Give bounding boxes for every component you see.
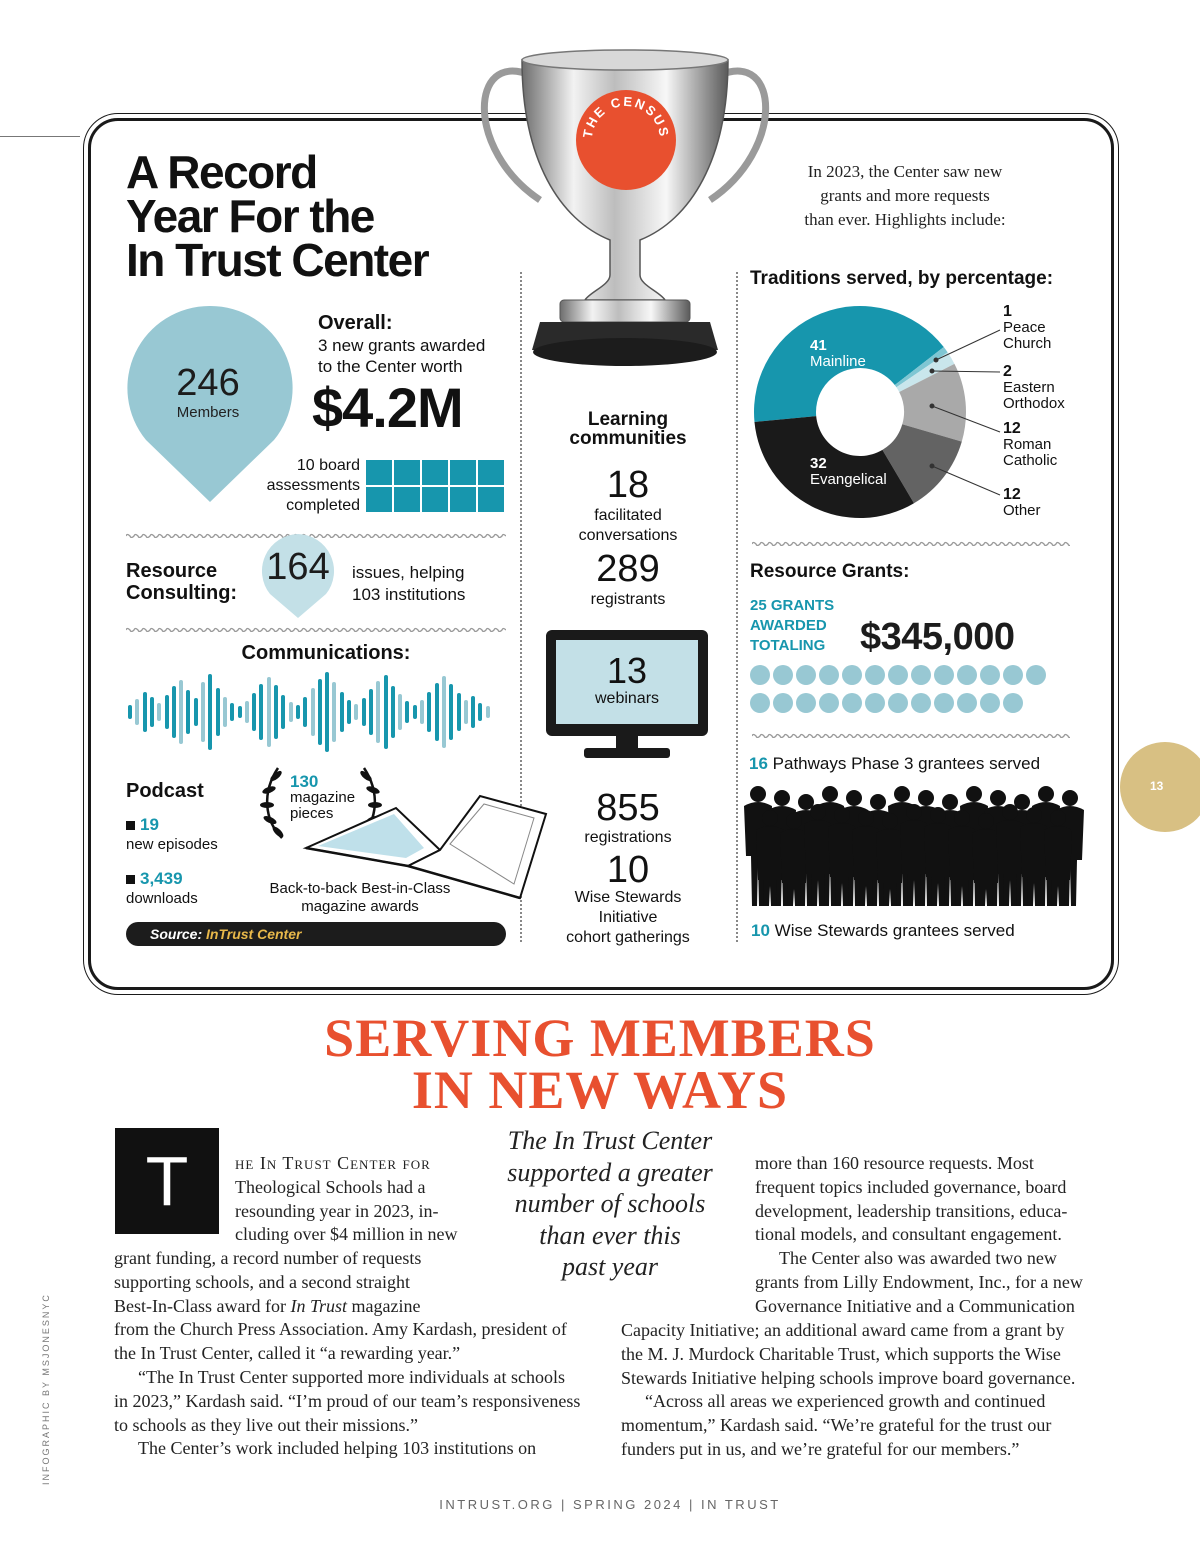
waveform-bar: [230, 703, 234, 721]
board-square: [478, 487, 504, 512]
consulting-label-line: Resource: [126, 560, 218, 582]
gatherings-value: 10: [606, 849, 650, 891]
pathways-label: Pathways Phase 3 grantees served: [772, 754, 1041, 773]
learning-heading-line: communities: [569, 428, 687, 449]
waveform-bar: [427, 692, 431, 732]
waveform-bar: [332, 682, 336, 742]
waveform-bar: [449, 684, 453, 740]
waveform-bar: [340, 692, 344, 732]
board-square: [394, 460, 420, 485]
pullquote-line: The In Trust Center: [507, 1126, 713, 1155]
body-line: from the Church Press Association. Amy Kardash, president of: [114, 1319, 567, 1340]
body-line: in 2023,” Kardash said. “I’m proud of our team’s responsiveness: [114, 1390, 581, 1411]
orthodox-value: 2: [1003, 363, 1012, 380]
magazine-awards: [252, 880, 468, 916]
page-footer: INTRUST.ORG | SPRING 2024 | IN TRUST: [439, 1497, 781, 1512]
board-square: [366, 460, 392, 485]
webinars-value: 13: [606, 650, 648, 691]
learning-heading-line: Learning: [587, 409, 669, 430]
waveform-bar: [128, 705, 132, 719]
overall-heading: Overall:: [318, 312, 393, 334]
catholic-line: Catholic: [1003, 452, 1058, 469]
consulting-label-line: Consulting:: [126, 582, 238, 604]
body-text: Best-In-Class award for: [114, 1295, 291, 1316]
waveform-bar: [135, 699, 139, 725]
other-value: 12: [1003, 486, 1021, 503]
grants-label-line: TOTALING: [750, 637, 826, 654]
board-assessments: [230, 456, 360, 516]
wavy-divider: [752, 540, 1070, 546]
award-line: magazine awards: [301, 898, 419, 915]
grant-dot: [796, 665, 816, 685]
gatherings-line: cohort gatherings: [566, 929, 690, 946]
body-line: more than 160 resource requests. Most: [755, 1153, 1034, 1173]
source-prefix: Source:: [150, 926, 203, 942]
gatherings-line: Initiative: [598, 909, 658, 926]
podcast-heading: Podcast: [126, 780, 204, 802]
evangelical-value: 32: [810, 455, 827, 472]
waveform-bar: [486, 706, 490, 718]
waveform-bar: [420, 700, 424, 724]
body-line: tional models, and consultant engagement.: [755, 1224, 1062, 1245]
grant-dot: [1003, 665, 1023, 685]
body-line: momentum,” Kardash said. “We’re grateful for the trust our: [621, 1415, 1052, 1436]
gatherings-line: Wise Stewards: [574, 889, 682, 906]
conversations-stat: [530, 464, 726, 546]
waveform-bar: [303, 697, 307, 727]
grant-dot: [888, 693, 908, 713]
label-other: [1003, 487, 1041, 519]
article-col2-wide: [621, 1319, 1075, 1462]
registrants-value: 289: [596, 548, 660, 590]
body-line: supporting schools, and a second straight: [114, 1271, 410, 1292]
grant-dot: [934, 693, 954, 713]
grant-dot: [773, 665, 793, 685]
body-line: Capacity Initiative; an additional award came from a grant by: [621, 1320, 1065, 1340]
pullquote-line: than ever this: [539, 1220, 681, 1250]
registrations-stat: [530, 788, 726, 848]
grant-dot: [773, 693, 793, 713]
registrations-label: registrations: [584, 829, 672, 846]
members-value: 246: [176, 362, 240, 404]
label-peace-church: [1003, 304, 1051, 352]
conversations-line: conversations: [578, 527, 678, 544]
article-headline: [0, 1008, 1200, 1120]
grant-dot: [796, 693, 816, 713]
grant-dot: [934, 665, 954, 685]
page-title: [126, 146, 429, 286]
waveform-bar: [398, 694, 402, 730]
wise-stewards-label: Wise Stewards grantees served: [774, 921, 1015, 940]
top-rule: [0, 136, 80, 137]
census-badge: [574, 88, 678, 192]
source-bar: [126, 922, 506, 946]
waveform-bar: [252, 693, 256, 731]
trophy-icon: [460, 30, 790, 380]
headline-line: SERVING MEMBERS: [324, 1008, 876, 1068]
waveform-bar: [311, 688, 315, 736]
webinars-label: webinars: [594, 690, 660, 707]
badge-text: THE CENSUS: [579, 93, 673, 140]
audio-waveform-icon: [128, 670, 494, 754]
article-col1-mid: [114, 1247, 580, 1461]
body-line: to schools as they live out their missions.”: [114, 1414, 418, 1435]
waveform-bar: [369, 689, 373, 735]
body-line: Governance Initiative and a Communication: [755, 1295, 1075, 1316]
learning-heading: [540, 410, 716, 448]
grants-label-line: 25 GRANTS: [750, 597, 835, 614]
article-col2-narrow: [755, 1152, 1083, 1319]
waveform-bar: [471, 696, 475, 728]
board-square: [394, 487, 420, 512]
intro-line: grants and more requests: [820, 186, 990, 205]
waveform-bar: [179, 680, 183, 744]
waveform-bar: [267, 677, 271, 747]
pullquote-line: supported a greater: [507, 1157, 713, 1187]
article-col1-narrow: [235, 1152, 457, 1247]
members-stat: [124, 362, 292, 421]
peace-value: 1: [1003, 303, 1012, 320]
waveform-bar: [405, 701, 409, 723]
waveform-bar: [325, 672, 329, 752]
board-line: 10 board: [296, 457, 360, 474]
waveform-bar: [216, 688, 220, 736]
waveform-bar: [457, 693, 461, 731]
waveform-bar: [478, 703, 482, 721]
orthodox-line: Orthodox: [1003, 395, 1065, 412]
waveform-bar: [464, 700, 468, 724]
grant-dot: [957, 693, 977, 713]
label-evangelical: [810, 456, 887, 488]
podcast-episodes: [126, 815, 218, 854]
wise-stewards-stat: [751, 921, 1015, 941]
consulting-value: 164: [266, 546, 330, 588]
waveform-bar: [274, 685, 278, 739]
resource-grants-amount: $345,000: [860, 616, 1015, 658]
wise-stewards-value: 10: [751, 921, 770, 940]
waveform-bar: [143, 692, 147, 732]
body-line: Theological Schools had a: [235, 1176, 426, 1197]
waveform-bar: [384, 675, 388, 749]
intro-line: than ever. Highlights include:: [804, 210, 1006, 229]
grants-label-line: AWARDED: [750, 617, 827, 634]
wavy-divider: [752, 732, 1070, 738]
waveform-bar: [150, 697, 154, 727]
board-square: [422, 487, 448, 512]
board-line: completed: [286, 497, 360, 514]
waveform-bar: [318, 679, 322, 745]
overall-line: 3 new grants awarded: [318, 336, 486, 355]
title-line: A Record: [126, 146, 317, 198]
overall-stat: [312, 312, 486, 439]
body-line: funders put in us, and we’re grateful for our members.”: [621, 1438, 1020, 1459]
waveform-bar: [223, 697, 227, 727]
registrations-value: 855: [596, 787, 660, 829]
bullet-icon: [126, 821, 135, 830]
magazine-label-line: magazine: [290, 789, 356, 806]
crowd-silhouette-icon: [744, 778, 1088, 908]
body-line: The Center also was awarded two new: [779, 1248, 1057, 1269]
grant-dot: [750, 665, 770, 685]
bullet-icon: [126, 875, 135, 884]
mainline-value: 41: [810, 337, 827, 354]
headline-line: IN NEW WAYS: [411, 1060, 789, 1120]
overall-line: to the Center worth: [318, 357, 463, 376]
body-line: the In Trust Center, called it “a rewarding year.”: [114, 1343, 461, 1364]
webinars-stat: [556, 652, 698, 708]
grant-dot: [750, 693, 770, 713]
body-line: development, leadership transitions, educa-: [755, 1200, 1068, 1221]
consulting-desc-line: issues, helping: [352, 563, 465, 582]
peace-line: Church: [1003, 335, 1052, 352]
downloads-label: downloads: [126, 890, 198, 907]
waveform-bar: [391, 686, 395, 738]
other-name: Other: [1003, 502, 1041, 519]
waveform-bar: [413, 705, 417, 719]
wavy-divider: [126, 626, 506, 632]
mainline-name: Mainline: [810, 353, 866, 370]
waveform-bar: [201, 682, 205, 742]
waveform-bar: [376, 681, 380, 743]
catholic-value: 12: [1003, 420, 1021, 437]
waveform-bar: [362, 698, 366, 726]
gatherings-stat: [530, 849, 726, 948]
waveform-bar: [172, 686, 176, 738]
conversations-value: 18: [606, 464, 650, 506]
grant-dot: [888, 665, 908, 685]
lead-in-text: he In Trust Center for: [235, 1153, 431, 1173]
registrants-stat: [530, 548, 726, 610]
label-eastern-orthodox: [1003, 364, 1065, 412]
registrants-label: registrants: [590, 591, 666, 608]
communications-heading: Communications:: [241, 642, 411, 664]
drop-cap: T: [115, 1128, 219, 1234]
body-line: The Center’s work included helping 103 institutions on: [138, 1438, 537, 1459]
waveform-bar: [238, 706, 242, 718]
body-text: magazine: [346, 1295, 421, 1316]
waveform-bar: [296, 705, 300, 719]
board-line: assessments: [266, 477, 360, 494]
grant-dot: [980, 665, 1000, 685]
infographic-credit: INFOGRAPHIC BY MSJONESNYC: [41, 1293, 51, 1485]
pullquote-line: past year: [561, 1252, 659, 1281]
intro-text: [760, 160, 1050, 232]
body-line: “The In Trust Center supported more individuals at schools: [138, 1366, 565, 1387]
catholic-line: Roman: [1003, 436, 1052, 453]
resource-grants-label: [750, 596, 834, 656]
conversations-line: facilitated: [594, 507, 662, 524]
grant-dot: [911, 665, 931, 685]
grant-dot: [865, 693, 885, 713]
grant-dot: [1026, 665, 1046, 685]
orthodox-line: Eastern: [1003, 379, 1055, 396]
members-label: Members: [176, 404, 240, 421]
label-mainline: [810, 338, 866, 370]
crowd-figures: [744, 778, 1088, 908]
waveform-bar: [281, 695, 285, 729]
body-line: the M. J. Murdock Charitable Trust, which supports the Wise: [621, 1343, 1061, 1364]
grant-dot: [957, 665, 977, 685]
waveform-bar: [259, 684, 263, 740]
body-line: grant funding, a record number of requests: [114, 1248, 422, 1268]
waveform-bar: [186, 690, 190, 734]
board-square: [422, 460, 448, 485]
peace-line: Peace: [1003, 319, 1046, 336]
magazine-value: 130: [290, 772, 319, 791]
board-assessment-grid: [366, 460, 502, 512]
waveform-bar: [245, 701, 249, 723]
body-line: frequent topics included governance, board: [755, 1176, 1067, 1197]
episodes-value: 19: [140, 815, 159, 834]
podcast-downloads: [126, 869, 198, 908]
waveform-bar: [442, 676, 446, 748]
waveform-bar: [289, 702, 293, 722]
board-square: [450, 487, 476, 512]
grant-dot: [911, 693, 931, 713]
pathways-stat: [749, 754, 1040, 774]
title-line: Year For the: [126, 190, 374, 242]
award-line: Back-to-back Best-in-Class: [269, 880, 451, 897]
waveform-bar: [194, 698, 198, 726]
body-line: Stewards Initiative helping schools improve board governance.: [621, 1367, 1076, 1388]
grant-dot: [980, 693, 1000, 713]
title-line: In Trust Center: [126, 234, 429, 286]
waveform-bar: [157, 703, 161, 721]
body-line: grants from Lilly Endowment, Inc., for a new: [755, 1271, 1083, 1292]
grant-dot: [819, 665, 839, 685]
body-line: resounding year in 2023, in-: [235, 1200, 439, 1221]
waveform-bar: [354, 704, 358, 720]
grant-dot: [865, 665, 885, 685]
board-square: [478, 460, 504, 485]
pathways-value: 16: [749, 754, 768, 773]
waveform-bar: [435, 683, 439, 741]
body-line: “Across all areas we experienced growth and continued: [645, 1391, 1046, 1412]
magazine-label-line: pieces: [290, 805, 334, 822]
resource-grants-heading: Resource Grants:: [750, 561, 910, 582]
grant-dot: [819, 693, 839, 713]
intro-line: In 2023, the Center saw new: [807, 162, 1003, 181]
downloads-value: 3,439: [140, 869, 183, 888]
board-square: [366, 487, 392, 512]
grant-dot: [842, 693, 862, 713]
body-line: cluding over $4 million in new: [235, 1224, 458, 1245]
waveform-bar: [208, 674, 212, 750]
resource-consulting-label: [126, 560, 237, 604]
waveform-bar: [165, 695, 169, 729]
overall-amount: $4.2M: [312, 376, 463, 439]
board-square: [450, 460, 476, 485]
grant-dot: [842, 665, 862, 685]
pullquote-line: number of schools: [514, 1189, 706, 1218]
episodes-label: new episodes: [126, 836, 218, 853]
grant-dot: [1003, 693, 1023, 713]
consulting-desc-line: 103 institutions: [352, 585, 466, 604]
consulting-desc: [352, 562, 465, 606]
waveform-bar: [347, 700, 351, 724]
page-number: 13: [1150, 779, 1164, 793]
grant-dots: [750, 665, 1060, 721]
evangelical-name: Evangelical: [810, 471, 887, 488]
source-name: InTrust Center: [206, 926, 302, 942]
label-roman-catholic: [1003, 421, 1057, 469]
traditions-heading: Traditions served, by percentage:: [750, 268, 1054, 289]
magazine-name: In Trust: [290, 1295, 347, 1316]
